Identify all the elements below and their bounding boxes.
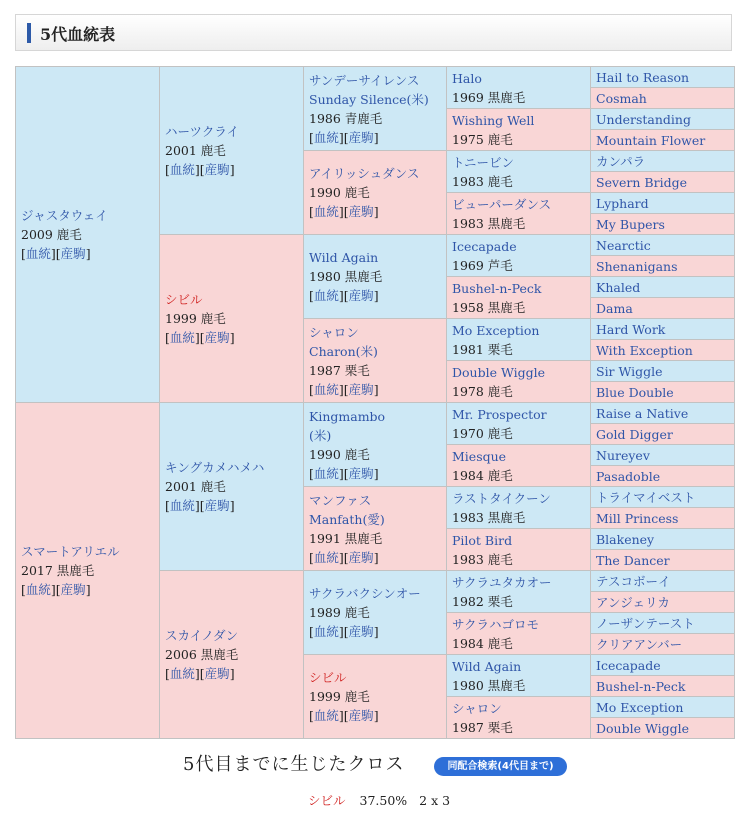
horse-name-link[interactable]: スカイノダン [165,628,239,643]
horse-birth-coat: 1983 鹿毛 [452,173,513,189]
bloodline-link[interactable]: 血統 [25,582,51,597]
horse-links: [血統][産駒] [165,330,235,345]
foal-link[interactable]: 産駒 [348,624,374,639]
foal-link[interactable]: 産駒 [348,465,374,481]
horse-name-link[interactable]: Hard Work [596,321,666,337]
horse-name-link[interactable]: Mill Princess [596,510,679,526]
horse-name-link[interactable]: The Dancer [596,552,670,568]
section-header [15,14,732,51]
horse-name-link[interactable]: Pasadoble [596,468,661,484]
pedigree-cell-g5 [591,718,735,739]
horse-name-link[interactable]: Bushel-n-Peck [596,678,686,694]
pedigree-cell [160,67,304,235]
foal-link[interactable]: 産駒 [348,381,374,397]
pedigree-row [16,403,735,424]
horse-birth-coat: 1989 鹿毛 [309,605,370,620]
horse-birth-coat: 1981 栗毛 [452,341,513,357]
horse-name-link[interactable]: ビューパーダンス [452,196,552,212]
pedigree-cell-g5 [591,235,735,256]
pedigree-cell [16,403,160,739]
horse-name-link[interactable]: Mo Exception [452,322,540,338]
horse-name-link[interactable]: Nearctic [596,237,651,253]
pedigree-cell [160,571,304,739]
horse-name-link[interactable]: トニービン [452,154,515,170]
horse-name-link[interactable]: アイリッシュダンス [309,166,420,181]
horse-birth-coat: 1983 鹿毛 [452,551,513,567]
horse-links: [血統][産駒] [21,246,91,261]
pedigree-cell [304,571,447,655]
pedigree-cell-g5 [591,214,735,235]
horse-name-link[interactable]: Sir Wiggle [596,363,663,379]
section-header-accent [27,23,31,43]
foal-link[interactable]: 産駒 [204,162,230,177]
pedigree-cell-g5 [591,508,735,529]
pedigree-cell-g5 [591,151,735,172]
bloodline-link[interactable]: 血統 [169,330,195,345]
pedigree-row [16,67,735,88]
pedigree-cell [447,571,591,613]
horse-name-link[interactable]: My Bupers [596,216,665,232]
horse-links: [血統][産駒] [21,582,91,597]
horse-birth-coat: 2006 黒鹿毛 [165,647,239,662]
horse-links: [血統][産駒] [309,549,379,565]
horse-name-link[interactable]: Wild Again [452,658,522,674]
horse-birth-coat: 1983 黒鹿毛 [452,509,526,525]
pedigree-cell [160,235,304,403]
pedigree-cell [447,403,591,445]
pedigree-cell-g5 [591,676,735,697]
horse-name-link[interactable]: Nureyev [596,447,650,463]
horse-links: [血統][産駒] [309,129,379,145]
horse-name-en-link[interactable]: Charon(米) [309,343,378,359]
horse-birth-coat: 1991 黒鹿毛 [309,530,383,546]
horse-name-link[interactable]: Khaled [596,279,641,295]
pedigree-cell [447,193,591,235]
cross-generation: 2 x 3 [419,793,451,808]
foal-link[interactable]: 産駒 [348,708,374,723]
pedigree-cell-g5 [591,109,735,130]
pedigree-cell-g5 [591,466,735,487]
pedigree-cell [447,151,591,193]
pedigree-cell [447,235,591,277]
horse-name-link[interactable]: Halo [452,70,482,86]
bloodline-link[interactable]: 血統 [25,246,51,261]
horse-links: [血統][産駒] [309,288,379,303]
pedigree-cell-g5 [591,697,735,718]
pedigree-cell-g5 [591,634,735,655]
bloodline-link[interactable]: 血統 [313,708,339,723]
horse-birth-coat: 1999 鹿毛 [309,689,370,704]
horse-birth-coat: 1987 栗毛 [309,362,370,378]
horse-name-link[interactable]: Hail to Reason [596,69,690,85]
pedigree-cell-g5 [591,655,735,676]
horse-birth-coat: 1983 黒鹿毛 [452,215,526,231]
bloodline-link[interactable]: 血統 [169,162,195,177]
foal-link[interactable]: 産駒 [348,288,374,303]
pedigree-cell [447,529,591,571]
horse-birth-coat: 1969 芦毛 [452,257,513,273]
horse-name-link[interactable]: ジャスタウェイ [21,208,108,223]
pedigree-cell [160,403,304,571]
horse-name-link[interactable]: Blakeney [596,531,655,547]
horse-name-link[interactable]: Cosmah [596,90,647,106]
horse-name-link[interactable]: Pilot Bird [452,532,513,548]
pedigree-cell-g5 [591,277,735,298]
pedigree-cell-g5 [591,256,735,277]
horse-name-link[interactable]: アンジェリカ [596,594,670,610]
horse-name-link[interactable]: ノーザンテースト [596,615,695,631]
pedigree-cell [447,487,591,529]
pedigree-cell-g5 [591,529,735,550]
horse-name-link[interactable]: Kingmambo [309,408,386,424]
foal-link[interactable]: 産駒 [60,582,86,597]
horse-name-link[interactable]: キングカメハメハ [165,460,265,475]
horse-birth-coat: 1970 鹿毛 [452,425,513,441]
bloodline-link[interactable]: 血統 [313,288,339,303]
pedigree-cell [447,361,591,403]
horse-name-link[interactable]: Gold Digger [596,426,673,442]
horse-birth-coat: 2001 鹿毛 [165,479,226,494]
section-title: 5代血統表 [40,25,116,44]
horse-birth-coat: 1999 鹿毛 [165,311,226,326]
bloodline-link[interactable]: 血統 [169,498,195,513]
horse-birth-coat: 2001 鹿毛 [165,143,226,158]
horse-name-link[interactable]: Wild Again [309,250,379,265]
horse-name-link[interactable]: スマートアリエル [21,544,120,559]
horse-birth-coat: 1990 鹿毛 [309,446,370,462]
same-mating-search-button[interactable]: 同配合検索(4代目まで) [434,757,567,776]
horse-name-link[interactable]: Dama [596,300,633,316]
horse-name-link[interactable]: サクラハゴロモ [452,616,540,632]
horse-name-link[interactable]: テスコボーイ [596,573,671,589]
horse-name-link[interactable]: マンファス [309,492,372,508]
pedigree-cell-g5 [591,424,735,445]
horse-links: [血統][産駒] [165,666,235,681]
pedigree-table [15,66,735,739]
pedigree-cell [304,319,447,403]
horse-links: [血統][産駒] [309,465,379,481]
pedigree-cell-g5 [591,382,735,403]
horse-birth-coat: 1958 黒鹿毛 [452,299,526,315]
bloodline-link[interactable]: 血統 [169,666,195,681]
pedigree-cell [447,445,591,487]
horse-birth-coat: 1969 黒鹿毛 [452,89,526,105]
pedigree-cell [447,109,591,151]
pedigree-cell [447,655,591,697]
pedigree-cell [447,277,591,319]
pedigree-cell [447,697,591,739]
bloodline-link[interactable]: 血統 [313,465,339,481]
horse-links: [血統][産駒] [309,708,379,723]
pedigree-cell-g5 [591,172,735,193]
horse-name-link[interactable]: Double Wiggle [596,720,689,736]
foal-link[interactable]: 産駒 [204,666,230,681]
horse-links: [血統][産駒] [165,162,235,177]
horse-name-en-link[interactable]: Manfath(愛) [309,511,385,527]
cross-percent: 37.50% [359,793,408,808]
horse-name-link[interactable]: Shenanigans [596,258,678,274]
horse-birth-coat: 1990 鹿毛 [309,185,370,200]
horse-links: [血統][産駒] [309,204,379,219]
horse-name-link[interactable]: Double Wiggle [452,364,545,380]
pedigree-cell [16,67,160,403]
horse-name-link[interactable]: サンデーサイレンス [309,72,420,88]
pedigree-cell-g5 [591,67,735,88]
horse-name-link[interactable]: Miesque [452,448,507,464]
foal-link[interactable]: 産駒 [348,549,374,565]
pedigree-cell [304,655,447,739]
pedigree-cell-g5 [591,88,735,109]
pedigree-cell-g5 [591,445,735,466]
bloodline-link[interactable]: 血統 [313,129,339,145]
pedigree-cell-g5 [591,550,735,571]
pedigree-cell-g5 [591,403,735,424]
horse-name-link[interactable]: Mr. Prospector [452,406,547,422]
horse-name-en-link[interactable]: (米) [309,427,332,443]
pedigree-cell [447,67,591,109]
foal-link[interactable]: 産駒 [348,129,374,145]
horse-name-link[interactable]: ラストタイクーン [452,490,551,506]
pedigree-cell-g5 [591,592,735,613]
pedigree-cell-g5 [591,130,735,151]
pedigree-cell [304,235,447,319]
horse-birth-coat: 2017 黒鹿毛 [21,563,95,578]
horse-birth-coat: 1984 鹿毛 [452,635,513,651]
horse-name-link[interactable]: With Exception [596,342,693,358]
horse-name-link[interactable]: Raise a Native [596,405,689,421]
horse-name-link[interactable]: Icecapade [596,657,661,673]
pedigree-cell-g5 [591,340,735,361]
pedigree-cell-g5 [591,319,735,340]
pedigree-cell [304,67,447,151]
horse-name-en-link[interactable]: Sunday Silence(米) [309,91,429,107]
horse-birth-coat: 1984 鹿毛 [452,467,513,483]
pedigree-cell-g5 [591,571,735,592]
horse-links: [血統][産駒] [165,498,235,513]
horse-birth-coat: 1987 栗毛 [452,719,513,735]
horse-birth-coat: 1980 黒鹿毛 [452,677,526,693]
pedigree-cell [447,319,591,361]
horse-name-link[interactable]: Icecapade [452,238,517,254]
horse-birth-coat: 2009 鹿毛 [21,227,82,242]
horse-name-link[interactable]: サクラバクシンオー [309,586,421,601]
horse-birth-coat: 1982 栗毛 [452,593,513,609]
bloodline-link[interactable]: 血統 [313,549,339,565]
bloodline-link[interactable]: 血統 [313,624,339,639]
horse-name-link[interactable]: Mo Exception [596,699,684,715]
horse-name-link[interactable]: Blue Double [596,384,674,400]
cross-item [308,791,450,809]
foal-link[interactable]: 産駒 [348,204,374,219]
horse-birth-coat: 1980 黒鹿毛 [309,269,383,284]
pedigree-cell-g5 [591,298,735,319]
horse-name-link[interactable]: シビル [309,670,347,685]
horse-birth-coat: 1978 鹿毛 [452,383,513,399]
horse-name-link[interactable]: シビル [165,292,203,307]
foal-link[interactable]: 産駒 [204,330,230,345]
pedigree-cell-g5 [591,361,735,382]
horse-name-link[interactable]: カンパラ [596,153,646,169]
horse-name-link[interactable]: Understanding [596,111,691,127]
horse-links: [血統][産駒] [309,624,379,639]
pedigree-cell-g5 [591,487,735,508]
horse-birth-coat: 1975 鹿毛 [452,131,513,147]
foal-link[interactable]: 産駒 [60,246,86,261]
horse-name-link[interactable]: ハーツクライ [165,124,240,139]
horse-name-link[interactable]: トライマイベスト [596,489,696,505]
pedigree-cell [304,151,447,235]
horse-name-link[interactable]: Mountain Flower [596,132,706,148]
pedigree-cell [304,403,447,487]
horse-name-link[interactable]: Bushel-n-Peck [452,280,542,296]
pedigree-cell [447,613,591,655]
horse-name-link[interactable]: Severn Bridge [596,174,687,190]
bloodline-link[interactable]: 血統 [313,204,339,219]
pedigree-cell [304,487,447,571]
foal-link[interactable]: 産駒 [204,498,230,513]
horse-birth-coat: 1986 青鹿毛 [309,110,383,126]
horse-name-link[interactable]: サクラユタカオー [452,574,552,590]
horse-name-link[interactable]: クリアアンバー [596,636,683,652]
bloodline-link[interactable]: 血統 [313,381,339,397]
horse-name-link[interactable]: Wishing Well [452,112,535,128]
pedigree-cell-g5 [591,193,735,214]
horse-name-link[interactable]: Lyphard [596,195,649,211]
horse-name-link[interactable]: シャロン [309,324,359,340]
pedigree-cell-g5 [591,613,735,634]
horse-links: [血統][産駒] [309,381,379,397]
horse-name-link[interactable]: シャロン [452,700,502,716]
cross-title: 5代目までに生じたクロス [183,754,405,775]
cross-horse-link[interactable]: シビル [308,793,346,808]
